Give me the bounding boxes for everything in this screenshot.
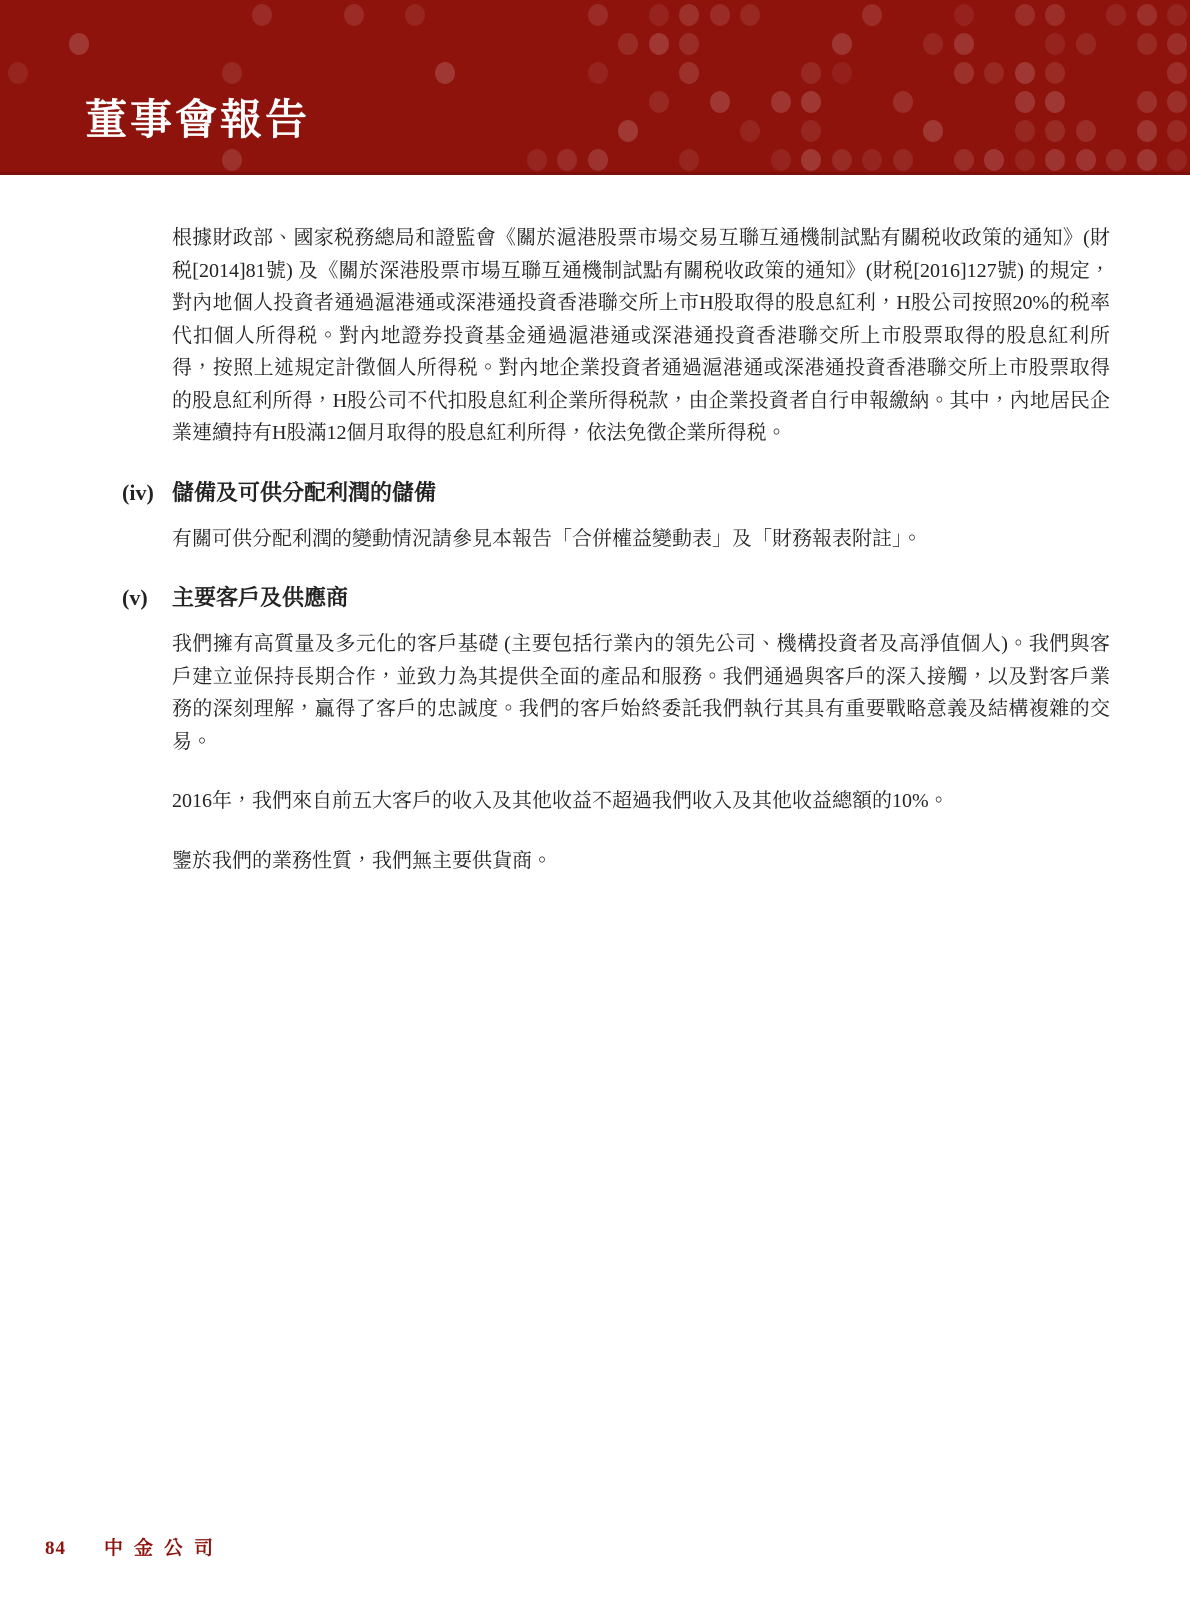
- section-paragraph: 鑒於我們的業務性質，我們無主要供貨商。: [172, 849, 552, 872]
- section-customers-suppliers: [122, 583, 1110, 877]
- section-paragraph: 2016年，我們來自前五大客戶的收入及其他收益不超過我們收入及其他收益總額的10%。: [172, 790, 949, 812]
- page-title: 董事會報告: [85, 98, 311, 144]
- chapter-header-banner: [0, 0, 1190, 175]
- company-name: 中金公司: [104, 1538, 225, 1559]
- section-paragraph: 有關可供分配利潤的變動情況請參見本報告「合併權益變動表」及「財務報表附註」。: [172, 527, 922, 550]
- section-heading: [122, 583, 1110, 613]
- section-title: 主要客戶及供應商: [172, 585, 349, 610]
- section-number: (v): [122, 585, 148, 610]
- intro-paragraph: 根據財政部、國家税務總局和證監會《關於滬港股票市場交易互聯互通機制試點有關税收政策的通知》(財税[2014]81號) 及《關於深港股票市場互聯互通機制試點有關税收政策的通知》(財税[2016]127號) 的規定，對內地個人投資者通過滬港通或深港通投資香港聯交所上市H股取得的股息紅利，H股公司按照20%的税率代扣個人所得税。對內地證券投資基金通過滬港通或深港通投資香港聯交所上市股票取得的股息紅利所得，按照上述規定計徵個人所得税。對內地企業投資者通過滬港通或深港通投資香港聯交所上市股票取得的股息紅利所得，H股公司不代扣股息紅利企業所得税款，由企業投資者自行申報繳納。其中，內地居民企業連續持有H股滿12個月取得的股息紅利所得，依法免徵企業所得税。: [172, 227, 1110, 444]
- page-body: [0, 172, 1190, 877]
- section-title: 儲備及可供分配利潤的儲備: [172, 479, 437, 505]
- section-reserves: [122, 478, 1110, 556]
- page-footer: [45, 1533, 224, 1560]
- page-number: 84: [45, 1538, 66, 1559]
- section-heading: [122, 478, 1110, 508]
- section-paragraph: 我們擁有高質量及多元化的客戶基礎 (主要包括行業內的領先公司、機構投資者及高淨值個人)。我們與客戶建立並保持長期合作，並致力為其提供全面的產品和服務。我們通過與客戶的深入接觸，以及對客戶業務的深刻理解，贏得了客戶的忠誠度。我們的客戶始終委託我們執行其具有重要戰略意義及結構複雜的交易。: [172, 633, 1110, 753]
- section-number: (iv): [122, 479, 154, 505]
